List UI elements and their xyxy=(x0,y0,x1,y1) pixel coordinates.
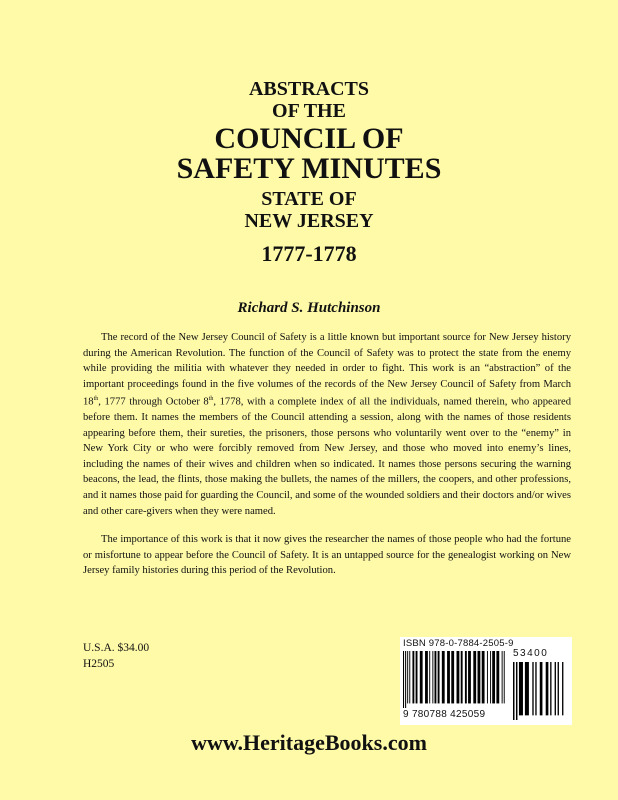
barcode-bar xyxy=(502,651,503,703)
barcode-bar xyxy=(504,651,505,703)
barcode-bar xyxy=(434,651,436,703)
barcode-bar xyxy=(447,651,450,703)
title-line-state-of: STATE OF xyxy=(261,188,357,210)
barcode-bar xyxy=(490,651,491,703)
barcode-bar xyxy=(405,651,406,708)
publisher-website: www.HeritageBooks.com xyxy=(191,730,427,755)
barcode-bar xyxy=(432,651,433,703)
barcode-bar xyxy=(412,651,414,703)
barcode-bar xyxy=(516,662,517,720)
barcode-bar xyxy=(407,651,408,703)
barcode-bar xyxy=(478,651,481,703)
price-addon-barcode xyxy=(513,662,568,720)
barcode-bar xyxy=(558,662,559,715)
barcode-bar xyxy=(540,662,543,715)
barcode-bar xyxy=(403,651,404,708)
title-years: 1777-1778 xyxy=(261,241,357,266)
barcode-bar xyxy=(425,651,428,703)
description-paragraph-1 xyxy=(83,330,571,519)
description-paragraph-2: The importance of this work is that it now gives the researcher the names of those people who had the fortune or misfortune to appear before the Council of Safety. It is an untapped source for the genealogist working on New Jersey family histories during this period of the Revolution. xyxy=(83,534,571,577)
barcode-bar xyxy=(416,651,418,703)
p1-part-c: , 1778, with a complete index of all the individuals, named therein, who appeared before them. It names the members of the Council attending a session, along with the names of those residents appearing before them, their sureties, the prisoners, those persons who voluntarily went over to the “enemy” in New York City or who were forcibly removed from New Jersey, and those who moved into enemy’s lines, including the names of their wives and children when so indicated. It names those persons securing the warning beacons, the lead, the flints, those making the bullets, the names of the millers, the coopers, and other professions, and it names those paid for guarding the Council, and some of the wounded soldiers and their doctors and/or wives and other care-givers when they were named. xyxy=(83,396,571,517)
title-line-new-jersey: NEW JERSEY xyxy=(244,210,374,232)
isbn-label: ISBN 978-0-7884-2505-9 xyxy=(403,638,514,649)
barcode-bar xyxy=(457,651,460,703)
price-label: U.S.A. $34.00 xyxy=(83,642,150,654)
barcode-bar xyxy=(451,651,454,703)
barcode-bar xyxy=(409,651,410,703)
barcode-bar xyxy=(496,651,499,703)
barcode-bar xyxy=(519,662,523,715)
title-line-safety-minutes: SAFETY MINUTES xyxy=(176,152,442,185)
barcode-bar xyxy=(468,651,471,703)
p1-ordinal-2: th xyxy=(208,396,214,403)
barcode-bar xyxy=(420,651,423,703)
barcode-bar xyxy=(482,651,485,703)
barcode-bar xyxy=(546,662,549,715)
price-code: 53400 xyxy=(513,648,549,659)
barcode-bar xyxy=(487,651,488,703)
barcode-bar xyxy=(438,651,440,703)
barcode-bar xyxy=(550,662,551,715)
barcode-bar xyxy=(442,651,445,703)
item-code: H2505 xyxy=(83,658,115,670)
barcode-bar xyxy=(562,662,563,715)
ean-digits: 9 780788 425059 xyxy=(403,709,486,720)
barcode-bar xyxy=(513,662,514,720)
p1-part-a: The record of the New Jersey Council of Safety is a little known but important source for New Jersey history during the American Revolution. The function of the Council of Safety was to protect the state from the enemy while providing the militia with whatever they needed in order to fight. This work is an “abstraction” of the important proceedings found in the five volumes of the records of the New Jersey Council of Safety from March 18 xyxy=(83,332,571,408)
title-line-abstracts: ABSTRACTS xyxy=(248,78,370,100)
author-name: Richard S. Hutchinson xyxy=(237,300,381,316)
barcode-bar xyxy=(492,651,495,703)
p1-ordinal-1: th xyxy=(93,396,99,403)
price-block xyxy=(83,640,149,672)
p1-part-b: , 1777 through October 8 xyxy=(98,396,209,408)
title-line-of-the: OF THE xyxy=(272,100,346,122)
barcode-bar xyxy=(555,662,556,715)
barcode-bar xyxy=(429,651,430,703)
barcode-bar xyxy=(535,662,536,715)
barcode-bar xyxy=(465,651,467,703)
barcode-bar xyxy=(473,651,476,703)
barcode-bar xyxy=(525,662,529,715)
title-line-council-of: COUNCIL OF xyxy=(214,122,404,155)
barcode-bar xyxy=(532,662,533,715)
barcode-box xyxy=(400,637,572,725)
ean-barcode xyxy=(403,651,509,708)
barcode-bar xyxy=(461,651,463,703)
